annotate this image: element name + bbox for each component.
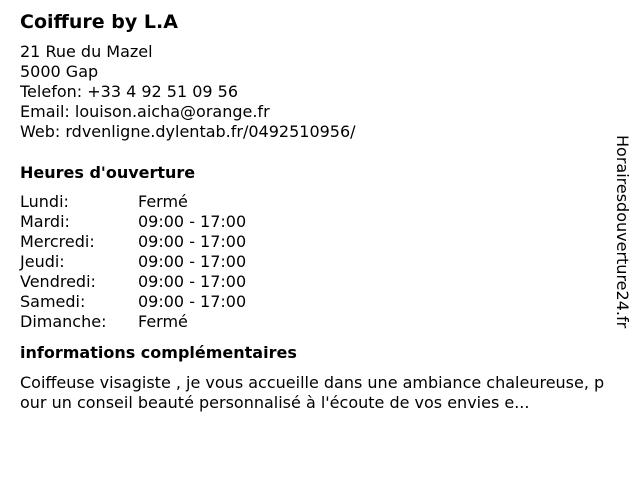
hours-row-lundi [20,192,610,212]
business-name: Coiffure by L.A [20,11,178,33]
hours-row-dimanche [20,312,610,332]
hours-row-vendredi [20,272,610,292]
hours-time: 09:00 - 17:00 [138,252,247,271]
business-card [20,10,610,413]
email-line: Email: louison.aicha@orange.fr [20,102,270,121]
hours-day: Samedi: [20,292,86,311]
business-description: Coiffeuse visagiste , je vous accueille dans une ambiance chaleureuse, pour un conseil beauté personnalisé à l'écoute de vos envies e... [20,373,605,412]
hours-day: Lundi: [20,192,69,211]
site-watermark: Horairesdouverture24.fr [613,135,632,329]
opening-hours-table [20,192,610,332]
web-line: Web: rdvenligne.dylentab.fr/0492510956/ [20,122,356,141]
hours-day: Vendredi: [20,272,96,291]
hours-day: Jeudi: [20,252,65,271]
hours-time: 09:00 - 17:00 [138,212,247,231]
hours-day: Dimanche: [20,312,107,331]
hours-time: 09:00 - 17:00 [138,292,247,311]
hours-row-mercredi [20,232,610,252]
hours-time: 09:00 - 17:00 [138,232,247,251]
hours-row-samedi [20,292,610,312]
phone-line: Telefon: +33 4 92 51 09 56 [20,82,239,101]
hours-day: Mercredi: [20,232,95,251]
hours-row-jeudi [20,252,610,272]
hours-day: Mardi: [20,212,70,231]
hours-time: 09:00 - 17:00 [138,272,247,291]
hours-row-mardi [20,212,610,232]
address-street: 21 Rue du Mazel [20,42,153,61]
opening-hours-heading: Heures d'ouverture [20,163,196,182]
address-city: 5000 Gap [20,62,99,81]
hours-time: Fermé [138,312,188,331]
hours-time: Fermé [138,192,188,211]
additional-info-heading: informations complémentaires [20,343,297,362]
